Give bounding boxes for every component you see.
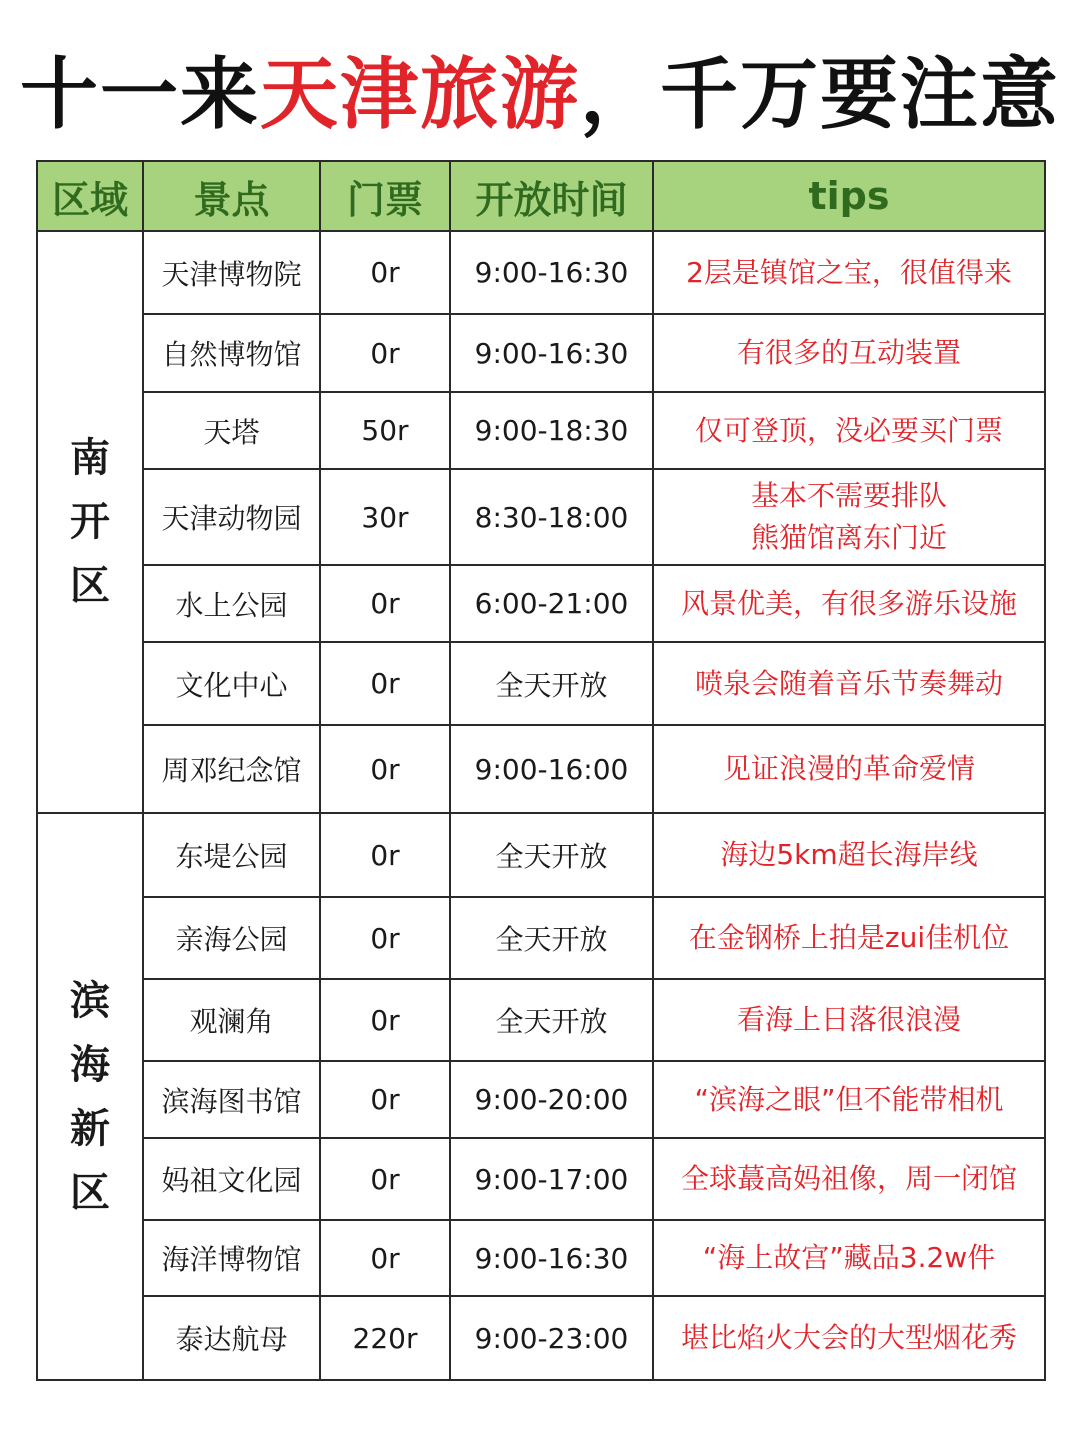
ticket-cell: 30r: [320, 469, 450, 565]
tips-line: 在金钢桥上拍是zui佳机位: [688, 921, 1010, 954]
tips-line: 熊猫馆离东门近: [750, 521, 947, 554]
header-ticket: 门票: [320, 161, 450, 231]
title-part-1: 十一来: [19, 50, 260, 140]
ticket-cell: 0r: [320, 314, 450, 392]
header-hours: 开放时间: [450, 161, 653, 231]
spot-cell: 自然博物馆: [143, 314, 320, 392]
tips-cell: [653, 469, 1045, 565]
ticket-cell: 0r: [320, 979, 450, 1061]
hours-cell: 9:00-16:30: [450, 1220, 653, 1296]
table-row: [37, 231, 1045, 314]
spot-cell: 滨海图书馆: [143, 1061, 320, 1138]
hours-cell: 全天开放: [450, 642, 653, 725]
table-row: [37, 1138, 1045, 1220]
region-cell: [37, 231, 143, 813]
title-part-2-highlight: 天津旅游: [259, 50, 580, 140]
tips-cell: [653, 392, 1045, 469]
hours-cell: 9:00-17:00: [450, 1138, 653, 1220]
tips-line: 风景优美，有很多游乐设施: [680, 586, 1017, 620]
table-body: [37, 231, 1045, 1380]
tips-cell: [653, 1138, 1045, 1220]
spot-cell: 泰达航母: [143, 1296, 320, 1380]
table-row: [37, 392, 1045, 469]
tips-cell: [653, 565, 1045, 642]
header-tips: tips: [653, 161, 1045, 231]
ticket-cell: 0r: [320, 1061, 450, 1138]
table-row: [37, 1296, 1045, 1380]
tips-line: 见证浪漫的革命爱情: [722, 752, 975, 785]
region-cell: [37, 813, 143, 1380]
region-name-char: 区: [70, 1169, 110, 1216]
table-row: [37, 813, 1045, 897]
hours-cell: 9:00-16:30: [450, 314, 653, 392]
tips-line: 海边5km超长海岸线: [720, 838, 978, 871]
attraction-table: [36, 160, 1046, 1381]
spot-cell: 亲海公园: [143, 897, 320, 979]
tips-line: “滨海之眼”但不能带相机: [694, 1082, 1004, 1116]
spot-cell: 海洋博物馆: [143, 1220, 320, 1296]
ticket-cell: 0r: [320, 813, 450, 897]
header-spot: 景点: [143, 161, 320, 231]
ticket-cell: 0r: [320, 1220, 450, 1296]
spot-cell: 天津动物园: [143, 469, 320, 565]
ticket-cell: 0r: [320, 231, 450, 314]
title-part-3: ，千万要注意: [580, 50, 1061, 140]
hours-cell: 9:00-23:00: [450, 1296, 653, 1380]
hours-cell: 8:30-18:00: [450, 469, 653, 565]
page-title: [0, 40, 1080, 150]
spot-cell: 妈祖文化园: [143, 1138, 320, 1220]
hours-cell: 全天开放: [450, 813, 653, 897]
region-name-char: 新: [70, 1105, 110, 1152]
tips-cell: [653, 314, 1045, 392]
spot-cell: 观澜角: [143, 979, 320, 1061]
hours-cell: 9:00-16:00: [450, 725, 653, 813]
ticket-cell: 0r: [320, 565, 450, 642]
spot-cell: 天塔: [143, 392, 320, 469]
tips-cell: [653, 231, 1045, 314]
hours-cell: 6:00-21:00: [450, 565, 653, 642]
ticket-cell: 220r: [320, 1296, 450, 1380]
ticket-cell: 0r: [320, 725, 450, 813]
tips-line: 堪比焰火大会的大型烟花秀: [680, 1321, 1017, 1354]
tips-line: 2层是镇馆之宝，很值得来: [686, 255, 1012, 289]
tips-line: “海上故宫”藏品3.2w件: [702, 1241, 996, 1274]
table-row: [37, 565, 1045, 642]
tips-cell: [653, 1061, 1045, 1138]
tips-cell: [653, 1296, 1045, 1380]
spot-cell: 文化中心: [143, 642, 320, 725]
spot-cell: 天津博物院: [143, 231, 320, 314]
spot-cell: 水上公园: [143, 565, 320, 642]
region-name-char: 滨: [70, 977, 110, 1024]
hours-cell: 全天开放: [450, 897, 653, 979]
tips-cell: [653, 897, 1045, 979]
ticket-cell: 0r: [320, 897, 450, 979]
tips-line: 有很多的互动装置: [736, 336, 961, 369]
header-region: 区域: [37, 161, 143, 231]
tips-line: 喷泉会随着音乐节奏舞动: [694, 666, 1003, 700]
tips-line: 全球蕞高妈祖像，周一闭馆: [680, 1162, 1017, 1195]
hours-cell: 9:00-18:30: [450, 392, 653, 469]
table-row: [37, 1061, 1045, 1138]
table-row: [37, 897, 1045, 979]
tips-line: 仅可登顶，没必要买门票: [694, 413, 1003, 447]
table-row: [37, 642, 1045, 725]
tips-cell: [653, 725, 1045, 813]
ticket-cell: 50r: [320, 392, 450, 469]
tips-cell: [653, 642, 1045, 725]
region-name-char: 区: [70, 563, 110, 609]
tips-cell: [653, 979, 1045, 1061]
spot-cell: 周邓纪念馆: [143, 725, 320, 813]
table-row: [37, 469, 1045, 565]
tips-line: 看海上日落很浪漫: [736, 1003, 961, 1036]
region-name-char: 海: [70, 1041, 110, 1088]
tips-line: 基本不需要排队: [750, 479, 947, 512]
hours-cell: 全天开放: [450, 979, 653, 1061]
region-name-char: 南: [70, 435, 110, 481]
ticket-cell: 0r: [320, 642, 450, 725]
tips-cell: [653, 813, 1045, 897]
table-row: [37, 979, 1045, 1061]
spot-cell: 东堤公园: [143, 813, 320, 897]
table-row: [37, 725, 1045, 813]
hours-cell: 9:00-20:00: [450, 1061, 653, 1138]
table-row: [37, 314, 1045, 392]
hours-cell: 9:00-16:30: [450, 231, 653, 314]
table-row: [37, 1220, 1045, 1296]
tips-cell: [653, 1220, 1045, 1296]
table-header-row: [37, 161, 1045, 231]
region-name-char: 开: [70, 499, 110, 545]
ticket-cell: 0r: [320, 1138, 450, 1220]
